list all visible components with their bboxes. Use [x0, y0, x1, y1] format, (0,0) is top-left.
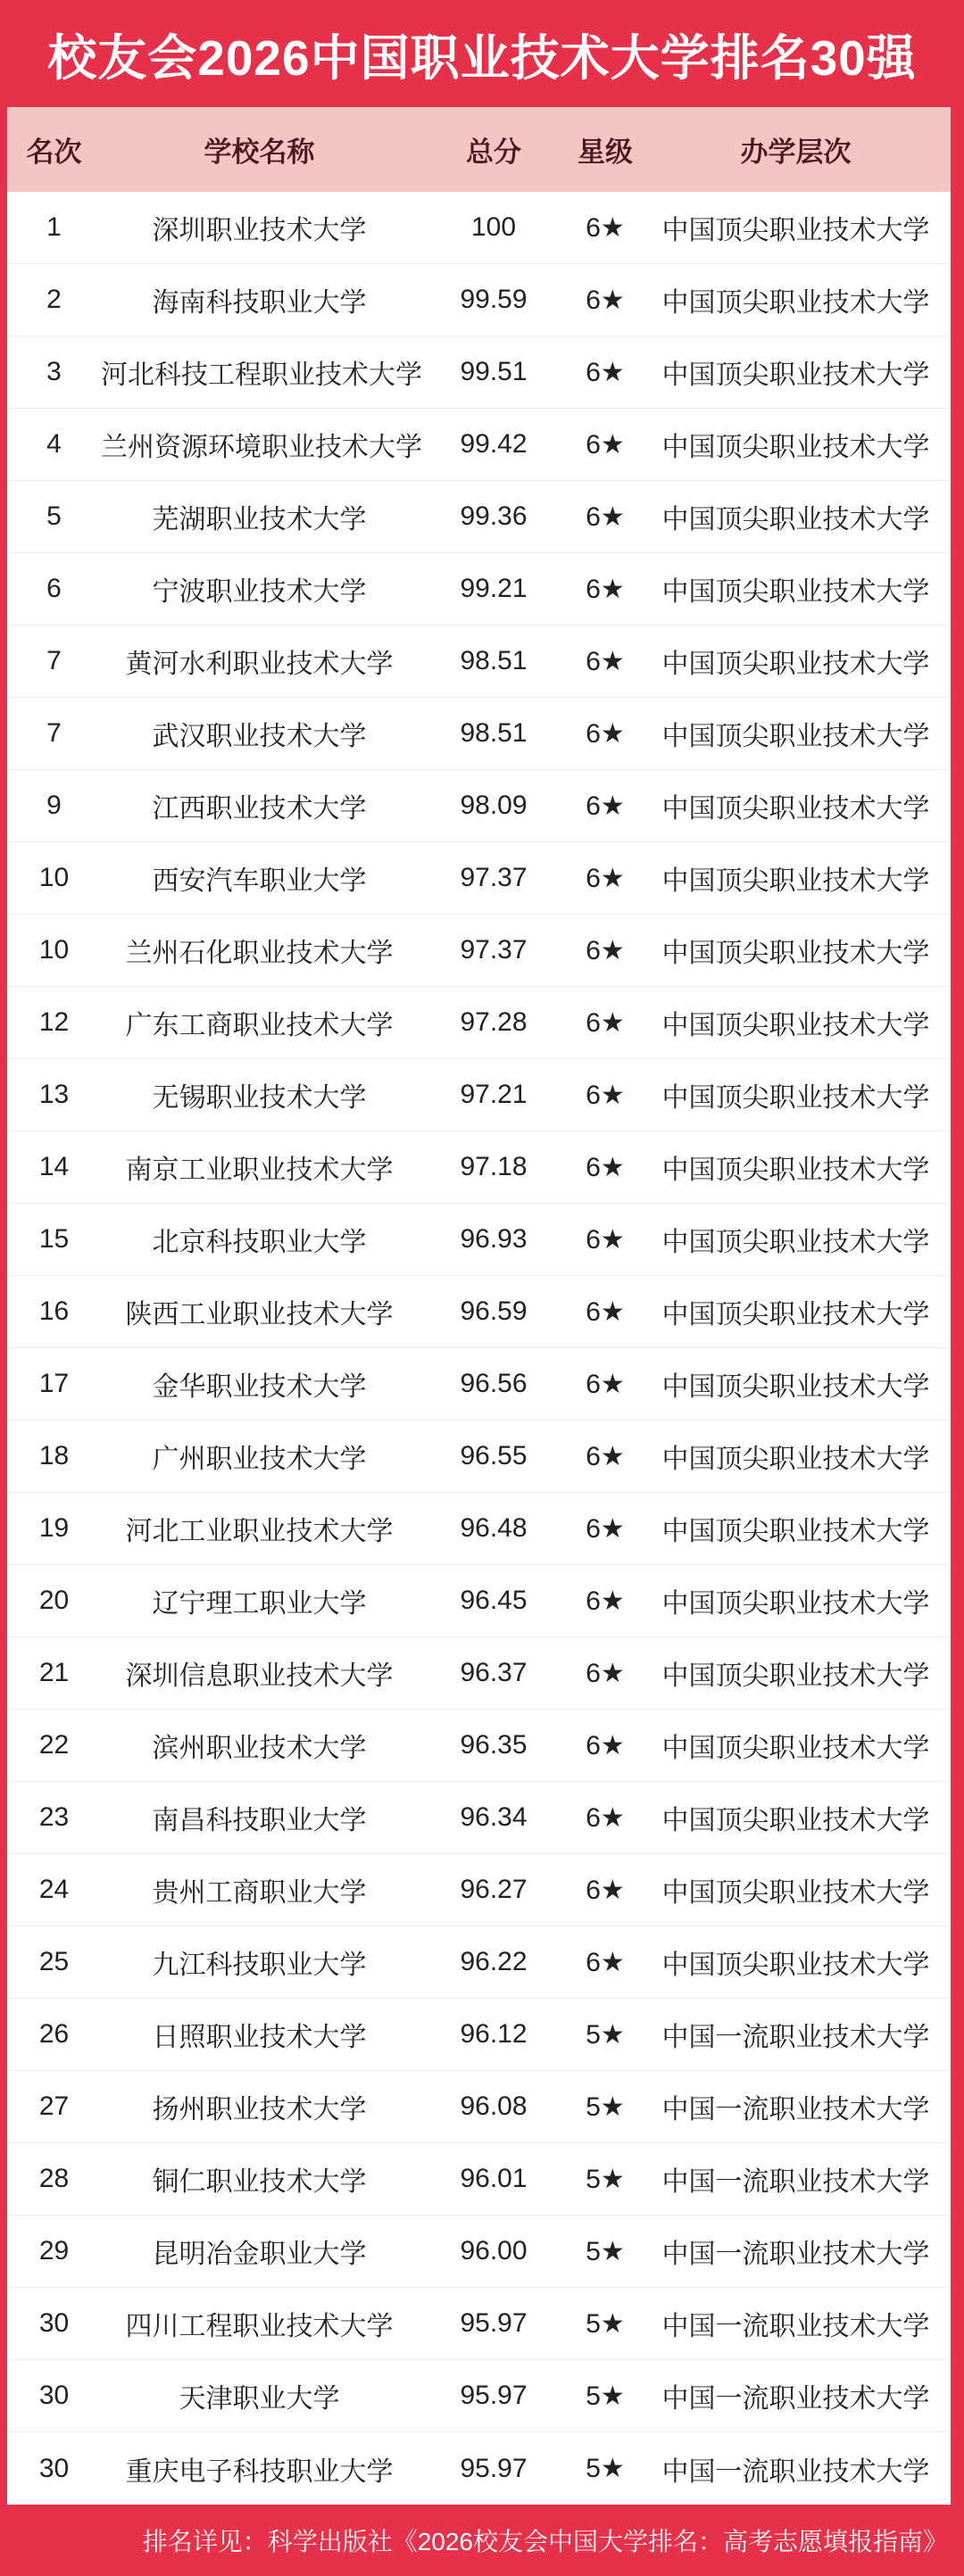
table-row [7, 1999, 951, 2071]
cell-school-name: 金华职业技术大学 [152, 1372, 367, 1402]
table-row [7, 1348, 951, 1421]
cell-star-rating: 6★ [586, 1369, 625, 1399]
cell-school-name: 无锡职业技术大学 [152, 1083, 367, 1113]
page-title: 校友会2026中国职业技术大学排名30强 [47, 29, 917, 86]
table-row [7, 2216, 951, 2288]
footer-bar [0, 2505, 964, 2576]
table-row [7, 1493, 951, 1565]
cell-score: 96.34 [460, 1802, 528, 1832]
cell-rank: 29 [38, 2236, 70, 2265]
cell-school-name: 陕西工业职业技术大学 [125, 1300, 394, 1329]
table-row [7, 1276, 951, 1348]
table-row [7, 625, 951, 698]
table-row [7, 770, 951, 842]
cell-rank: 6 [46, 574, 62, 603]
cell-school-name: 芜湖职业技术大学 [152, 505, 367, 534]
cell-level: 中国顶尖职业技术大学 [661, 1951, 930, 1980]
cell-school-name: 武汉职业技术大学 [152, 722, 367, 751]
cell-score: 96.93 [460, 1224, 528, 1254]
cell-star-rating: 6★ [586, 1875, 625, 1905]
cell-rank: 25 [38, 1947, 70, 1976]
table-row [7, 842, 951, 915]
cell-score: 96.00 [460, 2236, 528, 2265]
cell-rank: 22 [38, 1730, 70, 1760]
cell-level: 中国顶尖职业技术大学 [661, 1661, 930, 1691]
cell-rank: 9 [46, 791, 62, 820]
cell-level: 中国顶尖职业技术大学 [661, 1011, 930, 1040]
cell-rank: 4 [46, 429, 62, 459]
cell-star-rating: 6★ [586, 1947, 625, 1977]
cell-level: 中国顶尖职业技术大学 [661, 505, 930, 534]
cell-school-name: 贵州工商职业大学 [152, 1878, 367, 1908]
cell-level: 中国顶尖职业技术大学 [661, 577, 930, 607]
cell-level: 中国顶尖职业技术大学 [661, 433, 930, 462]
cell-star-rating: 6★ [586, 646, 625, 676]
table-row [7, 1421, 951, 1493]
cell-star-rating: 6★ [586, 501, 625, 532]
cell-rank: 10 [38, 863, 70, 892]
table-row [7, 1710, 951, 1782]
cell-star-rating: 5★ [586, 2091, 625, 2122]
cell-school-name: 西安汽车职业大学 [152, 866, 367, 896]
table-row [7, 192, 951, 264]
cell-score: 96.08 [460, 2091, 528, 2121]
cell-school-name: 兰州资源环境职业技术大学 [101, 433, 422, 462]
cell-rank: 23 [38, 1802, 70, 1832]
cell-rank: 1 [46, 212, 62, 242]
cell-rank: 5 [46, 501, 62, 531]
cell-level: 中国顶尖职业技术大学 [661, 1589, 930, 1619]
cell-score: 98.09 [460, 791, 528, 820]
cell-level: 中国一流职业技术大学 [661, 2384, 930, 2414]
table-row [7, 1131, 951, 1204]
cell-school-name: 河北工业职业技术大学 [125, 1517, 394, 1546]
cell-rank: 19 [38, 1513, 70, 1543]
cell-score: 100 [470, 212, 517, 242]
cell-school-name: 深圳信息职业技术大学 [125, 1661, 394, 1691]
cell-school-name: 九江科技职业大学 [152, 1951, 367, 1980]
cell-star-rating: 6★ [586, 357, 625, 387]
cell-star-rating: 6★ [586, 1224, 625, 1255]
cell-rank: 17 [38, 1369, 70, 1398]
cell-star-rating: 6★ [586, 863, 625, 893]
cell-score: 99.59 [460, 285, 528, 314]
cell-star-rating: 6★ [586, 1586, 625, 1616]
cell-level: 中国顶尖职业技术大学 [661, 288, 930, 318]
cell-level: 中国一流职业技术大学 [661, 2023, 930, 2052]
cell-rank: 3 [46, 357, 62, 386]
table-row [7, 1926, 951, 1999]
cell-level: 中国顶尖职业技术大学 [661, 1806, 930, 1835]
column-header-rank: 名次 [26, 137, 82, 168]
table-row [7, 336, 951, 409]
cell-level: 中国一流职业技术大学 [661, 2456, 930, 2487]
cell-rank: 30 [38, 2308, 70, 2338]
table-row [7, 1059, 951, 1131]
cell-score: 96.56 [460, 1369, 528, 1398]
cell-level: 中国顶尖职业技术大学 [661, 866, 930, 896]
cell-school-name: 南京工业职业技术大学 [125, 1155, 394, 1185]
cell-rank: 18 [38, 1441, 70, 1470]
footer-note: 排名详见：科学出版社《2026校友会中国大学排名：高考志愿填报指南》 [142, 2528, 948, 2555]
cell-level: 中国顶尖职业技术大学 [661, 360, 930, 390]
cell-level: 中国顶尖职业技术大学 [661, 1083, 930, 1113]
cell-score: 96.27 [460, 1875, 528, 1904]
cell-score: 96.12 [460, 2019, 528, 2049]
cell-level: 中国一流职业技术大学 [661, 2312, 930, 2341]
cell-star-rating: 5★ [586, 2164, 625, 2194]
cell-level: 中国顶尖职业技术大学 [661, 1372, 930, 1402]
cell-rank: 16 [38, 1296, 70, 1326]
cell-star-rating: 5★ [586, 2381, 625, 2411]
table-body [7, 192, 951, 2505]
cell-star-rating: 6★ [586, 429, 625, 460]
table-row [7, 2360, 951, 2432]
cell-level: 中国一流职业技术大学 [661, 2240, 930, 2269]
cell-school-name: 昆明冶金职业大学 [152, 2240, 367, 2269]
cell-school-name: 滨州职业技术大学 [152, 1734, 367, 1763]
cell-rank: 30 [38, 2381, 70, 2410]
cell-school-name: 黄河水利职业技术大学 [125, 650, 394, 679]
cell-level: 中国顶尖职业技术大学 [661, 939, 930, 968]
cell-school-name: 天津职业大学 [179, 2384, 340, 2414]
cell-level: 中国顶尖职业技术大学 [661, 216, 930, 245]
cell-score: 97.18 [460, 1152, 528, 1181]
cell-score: 97.37 [460, 863, 528, 892]
cell-level: 中国顶尖职业技术大学 [661, 1228, 930, 1257]
cell-star-rating: 6★ [586, 1658, 625, 1688]
table-row [7, 1204, 951, 1276]
cell-level: 中国顶尖职业技术大学 [661, 794, 930, 824]
table-row [7, 2288, 951, 2360]
column-header-school: 学校名称 [204, 137, 315, 168]
cell-school-name: 辽宁理工职业大学 [152, 1589, 367, 1619]
table-row [7, 2071, 951, 2143]
cell-star-rating: 6★ [586, 285, 625, 315]
cell-rank: 2 [46, 285, 62, 314]
cell-school-name: 宁波职业技术大学 [152, 577, 367, 607]
cell-level: 中国顶尖职业技术大学 [661, 1734, 930, 1763]
cell-score: 99.51 [460, 357, 528, 386]
cell-star-rating: 6★ [586, 212, 625, 243]
cell-school-name: 重庆电子科技职业大学 [125, 2456, 394, 2487]
cell-level: 中国顶尖职业技术大学 [661, 1155, 930, 1185]
cell-level: 中国顶尖职业技术大学 [661, 1878, 930, 1908]
cell-rank: 13 [38, 1080, 70, 1109]
cell-rank: 27 [38, 2091, 70, 2121]
cell-level: 中国顶尖职业技术大学 [661, 722, 930, 751]
cell-rank: 10 [38, 935, 70, 965]
cell-score: 99.21 [460, 574, 528, 603]
cell-score: 96.37 [460, 1658, 528, 1687]
cell-rank: 15 [38, 1224, 70, 1254]
cell-star-rating: 6★ [586, 1080, 625, 1110]
cell-rank: 14 [38, 1152, 70, 1181]
cell-star-rating: 6★ [586, 1513, 625, 1544]
table-row [7, 264, 951, 336]
cell-score: 98.51 [460, 646, 528, 675]
cell-rank: 20 [38, 1586, 70, 1615]
cell-star-rating: 6★ [586, 1007, 625, 1038]
cell-level: 中国顶尖职业技术大学 [661, 1445, 930, 1474]
cell-score: 95.97 [460, 2308, 528, 2338]
cell-score: 96.01 [460, 2164, 528, 2193]
cell-star-rating: 6★ [586, 1730, 625, 1760]
cell-star-rating: 6★ [586, 1802, 625, 1833]
table-row [7, 1637, 951, 1710]
cell-school-name: 南昌科技职业大学 [152, 1806, 367, 1835]
cell-star-rating: 5★ [586, 2236, 625, 2266]
cell-rank: 26 [38, 2019, 70, 2049]
cell-score: 95.97 [460, 2381, 528, 2410]
cell-level: 中国一流职业技术大学 [661, 2167, 930, 2197]
cell-star-rating: 6★ [586, 718, 625, 749]
cell-score: 96.48 [460, 1513, 528, 1543]
cell-star-rating: 6★ [586, 1152, 625, 1182]
table-row [7, 481, 951, 553]
cell-level: 中国一流职业技术大学 [661, 2095, 930, 2125]
cell-score: 99.36 [460, 501, 528, 531]
cell-school-name: 北京科技职业大学 [152, 1228, 367, 1257]
column-header-level: 办学层次 [740, 137, 852, 168]
cell-school-name: 扬州职业技术大学 [152, 2095, 367, 2125]
cell-star-rating: 5★ [586, 2019, 625, 2050]
cell-score: 97.28 [460, 1007, 528, 1037]
cell-score: 96.22 [460, 1947, 528, 1976]
cell-star-rating: 5★ [586, 2454, 625, 2483]
cell-rank: 7 [46, 646, 62, 675]
table-row [7, 1854, 951, 1926]
cell-score: 97.21 [460, 1080, 528, 1109]
cell-school-name: 深圳职业技术大学 [152, 216, 367, 245]
table-row [7, 553, 951, 625]
cell-star-rating: 6★ [586, 574, 625, 604]
cell-school-name: 四川工程职业技术大学 [125, 2312, 394, 2341]
cell-school-name: 海南科技职业大学 [152, 288, 367, 318]
table-header-row [7, 107, 951, 192]
table-row [7, 409, 951, 481]
cell-level: 中国顶尖职业技术大学 [661, 1300, 930, 1329]
column-header-score: 总分 [466, 137, 521, 168]
title-banner [0, 0, 964, 107]
cell-score: 99.42 [460, 429, 528, 459]
cell-school-name: 兰州石化职业技术大学 [125, 939, 394, 968]
cell-star-rating: 6★ [586, 1296, 625, 1327]
cell-level: 中国顶尖职业技术大学 [661, 650, 930, 679]
cell-school-name: 广东工商职业技术大学 [125, 1011, 394, 1040]
table-row [7, 1565, 951, 1637]
cell-rank: 28 [38, 2164, 70, 2193]
cell-level: 中国顶尖职业技术大学 [661, 1517, 930, 1546]
cell-rank: 12 [38, 1007, 70, 1037]
cell-score: 96.35 [460, 1730, 528, 1760]
column-header-stars: 星级 [578, 137, 633, 168]
cell-score: 95.97 [460, 2453, 528, 2483]
cell-school-name: 河北科技工程职业技术大学 [101, 360, 422, 390]
cell-star-rating: 6★ [586, 791, 625, 821]
cell-score: 96.45 [460, 1586, 528, 1615]
cell-rank: 30 [38, 2453, 70, 2483]
ranking-table [7, 107, 951, 2505]
table-row [7, 2432, 951, 2505]
cell-school-name: 铜仁职业技术大学 [152, 2167, 367, 2197]
cell-rank: 21 [38, 1658, 70, 1687]
table-row [7, 698, 951, 770]
cell-score: 96.59 [460, 1296, 528, 1326]
cell-school-name: 江西职业技术大学 [152, 794, 367, 824]
cell-score: 98.51 [460, 718, 528, 748]
cell-school-name: 日照职业技术大学 [152, 2023, 367, 2052]
cell-rank: 7 [46, 718, 62, 748]
cell-school-name: 广州职业技术大学 [152, 1445, 367, 1474]
table-row [7, 915, 951, 987]
table-row [7, 2143, 951, 2216]
cell-star-rating: 6★ [586, 1441, 625, 1471]
cell-rank: 24 [38, 1875, 70, 1904]
cell-star-rating: 6★ [586, 935, 625, 965]
cell-score: 97.37 [460, 935, 528, 965]
table-row [7, 987, 951, 1059]
cell-score: 96.55 [460, 1441, 528, 1470]
cell-star-rating: 5★ [586, 2308, 625, 2339]
table-row [7, 1782, 951, 1854]
